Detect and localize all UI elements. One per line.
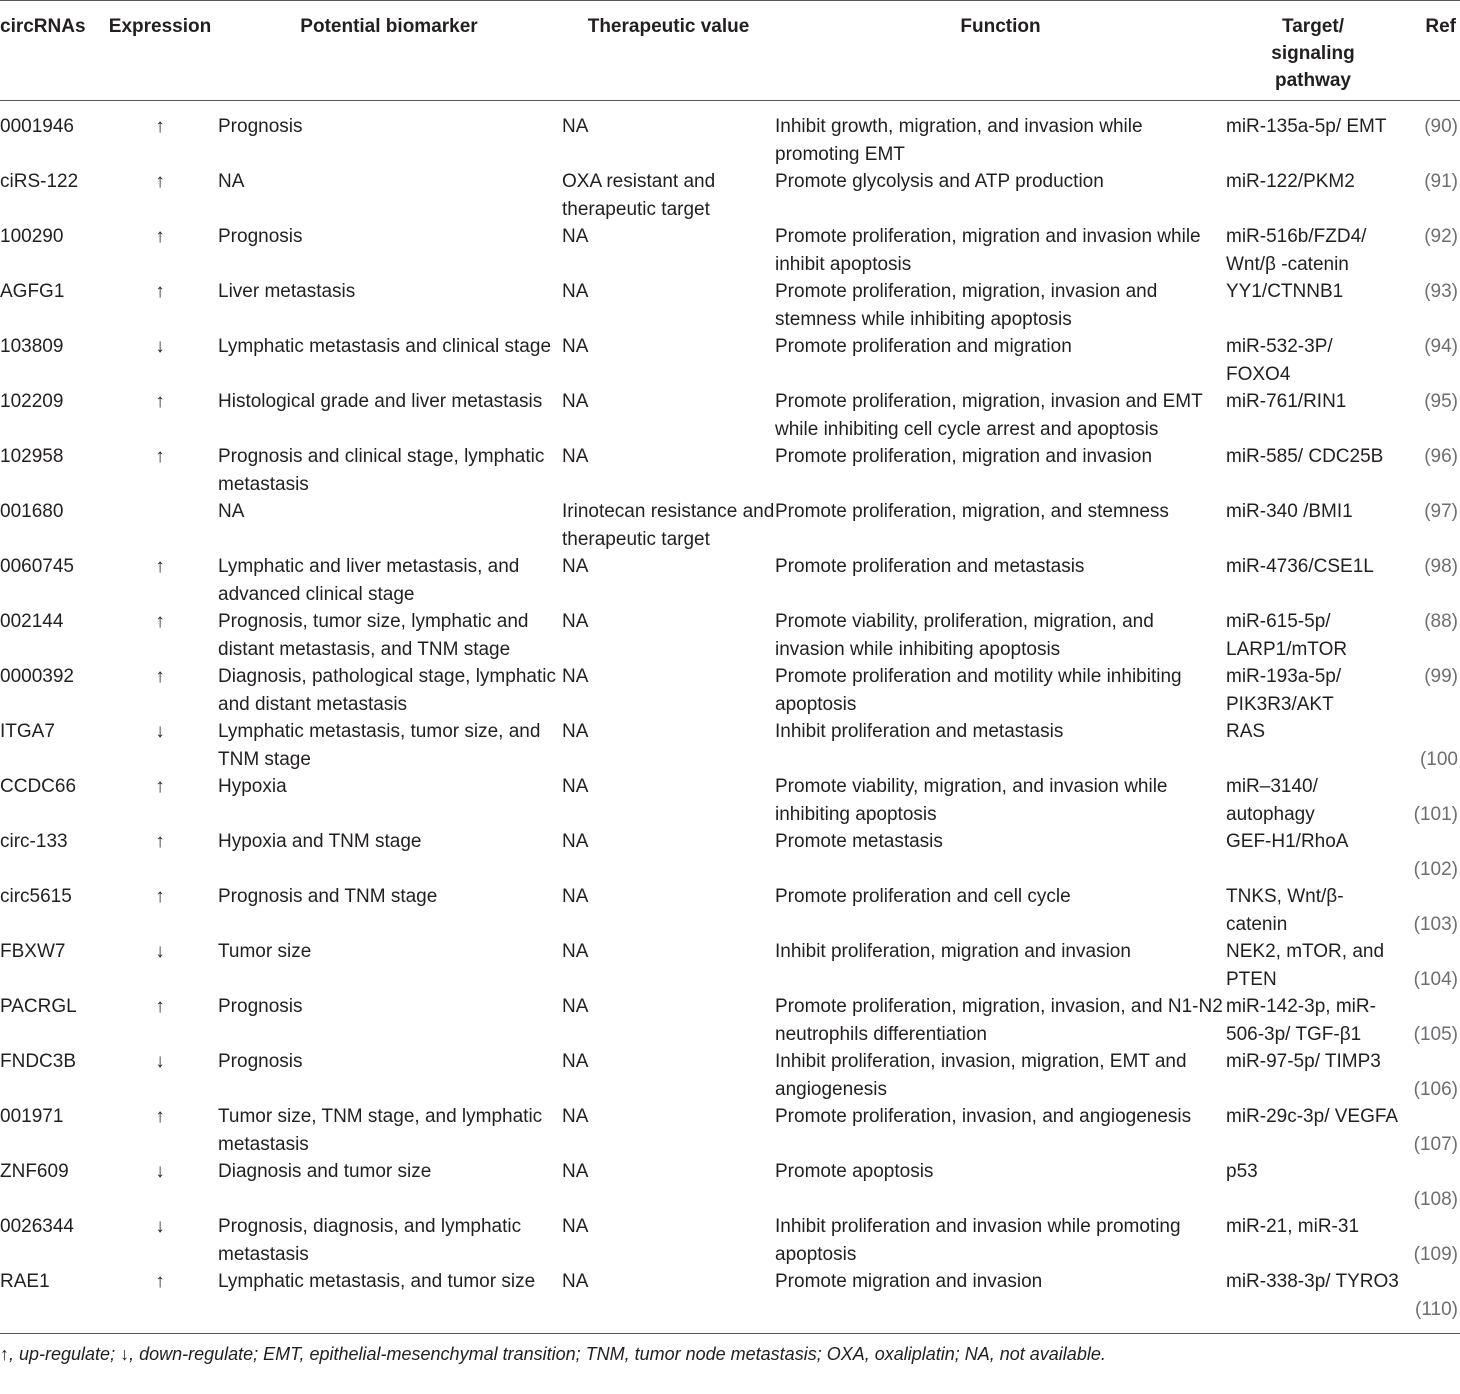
cell-function: Promote proliferation, migration, invasion, and N1-N2 neutrophils differentiation — [775, 996, 1223, 1045]
cell-biomarker: NA — [218, 171, 245, 192]
cell-circrna: ZNF609 — [0, 1161, 69, 1182]
cell-biomarker: Prognosis — [218, 996, 303, 1017]
cell-biomarker: Histological grade and liver metastasis — [218, 391, 543, 412]
cell-function: Promote proliferation and metastasis — [775, 556, 1085, 577]
table-row — [0, 278, 1460, 333]
table-body — [0, 101, 1460, 1334]
cell-target: miR-21, miR-31 — [1226, 1216, 1360, 1237]
cell-ref: (109) — [1413, 1243, 1458, 1265]
cell-circrna: FNDC3B — [0, 1051, 77, 1072]
table-row — [0, 1103, 1460, 1158]
cell-therapeutic: NA — [562, 1051, 589, 1072]
col-header-therapeutic-value: Therapeutic value — [562, 1, 775, 101]
cell-target: miR-142-3p, miR-506-3p/ TGF-β1 — [1226, 996, 1376, 1045]
cell-function: Promote proliferation, migration, and stemness — [775, 501, 1169, 522]
cell-expression: ↓ — [155, 941, 165, 962]
cell-target: NEK2, mTOR, and PTEN — [1226, 941, 1385, 990]
cell-ref: (88) — [1424, 611, 1458, 632]
cell-expression — [104, 498, 216, 553]
cell-circrna: PACRGL — [0, 996, 77, 1017]
cell-ref: (107) — [1413, 1133, 1458, 1155]
cell-therapeutic: NA — [562, 226, 589, 247]
cell-biomarker: Tumor size — [218, 941, 312, 962]
table-row — [0, 553, 1460, 608]
cell-expression: ↑ — [155, 116, 165, 137]
cell-circrna: ciRS-122 — [0, 171, 79, 192]
cell-function: Inhibit growth, migration, and invasion while promoting EMT — [775, 116, 1143, 165]
cell-therapeutic: NA — [562, 831, 589, 852]
cell-target: miR-532-3P/ FOXO4 — [1226, 336, 1333, 385]
cell-target: miR-340 /BMI1 — [1226, 501, 1353, 522]
cell-function: Promote glycolysis and ATP production — [775, 171, 1104, 192]
cell-ref: (101) — [1413, 803, 1458, 825]
cell-ref: (106) — [1413, 1078, 1458, 1100]
cell-biomarker: NA — [218, 501, 245, 522]
cell-ref: (104) — [1413, 968, 1458, 990]
cell-function: Promote apoptosis — [775, 1161, 934, 1182]
table-header — [0, 1, 1460, 101]
cell-expression: ↑ — [155, 446, 165, 467]
cell-function: Promote proliferation, migration, invasion and EMT while inhibiting cell cycle arrest and apoptosis — [775, 391, 1203, 440]
cell-biomarker: Lymphatic and liver metastasis, and advanced clinical stage — [218, 556, 520, 605]
cell-function: Inhibit proliferation and invasion while promoting apoptosis — [775, 1216, 1181, 1265]
cell-expression: ↓ — [155, 721, 165, 742]
cell-biomarker: Prognosis — [218, 116, 303, 137]
cell-expression: ↑ — [155, 996, 165, 1017]
cell-circrna: 0060745 — [0, 556, 74, 577]
cell-function: Promote proliferation and cell cycle — [775, 886, 1071, 907]
cell-therapeutic: NA — [562, 1216, 589, 1237]
cell-function: Inhibit proliferation, migration and invasion — [775, 941, 1131, 962]
cell-function: Promote migration and invasion — [775, 1271, 1043, 1292]
cell-target: miR-29c-3p/ VEGFA — [1226, 1106, 1399, 1127]
cell-ref: (98) — [1424, 556, 1458, 577]
cell-function: Promote metastasis — [775, 831, 943, 852]
col-header-function: Function — [775, 1, 1226, 101]
cell-expression: ↑ — [155, 666, 165, 687]
cell-expression: ↑ — [155, 886, 165, 907]
cell-target: miR-97-5p/ TIMP3 — [1226, 1051, 1381, 1072]
cell-therapeutic: NA — [562, 996, 589, 1017]
cell-biomarker: Diagnosis and tumor size — [218, 1161, 432, 1182]
cell-circrna: CCDC66 — [0, 776, 77, 797]
cell-circrna: 002144 — [0, 611, 64, 632]
col-header-target: Target/ signaling pathway — [1226, 1, 1400, 101]
cell-target: p53 — [1226, 1161, 1258, 1182]
cell-biomarker: Lymphatic metastasis, and tumor size — [218, 1271, 536, 1292]
cell-function: Promote proliferation, invasion, and angiogenesis — [775, 1106, 1192, 1127]
cell-therapeutic: NA — [562, 776, 589, 797]
table-row — [0, 1158, 1460, 1213]
cell-therapeutic: NA — [562, 281, 589, 302]
cell-therapeutic: NA — [562, 1271, 589, 1292]
cell-circrna: 102209 — [0, 391, 64, 412]
cell-ref: (96) — [1424, 446, 1458, 467]
cell-expression: ↑ — [155, 1271, 165, 1292]
cell-circrna: ITGA7 — [0, 721, 55, 742]
cell-therapeutic: Irinotecan resistance and therapeutic target — [562, 501, 775, 550]
table-row — [0, 993, 1460, 1048]
cell-target: miR-135a-5p/ EMT — [1226, 116, 1387, 137]
cell-circrna: circ-133 — [0, 831, 68, 852]
table-row — [0, 718, 1460, 773]
cell-target: miR-516b/FZD4/ Wnt/β -catenin — [1226, 226, 1367, 275]
cell-circrna: RAE1 — [0, 1271, 50, 1292]
cell-ref: (93) — [1424, 281, 1458, 302]
table-row — [0, 168, 1460, 223]
table-row — [0, 883, 1460, 938]
cell-circrna: 0000392 — [0, 666, 74, 687]
cell-function: Promote proliferation, migration, invasion and stemness while inhibiting apoptosis — [775, 281, 1158, 330]
cell-ref: (99) — [1424, 666, 1458, 687]
cell-target: TNKS, Wnt/β- catenin — [1226, 886, 1344, 935]
cell-ref: (97) — [1424, 501, 1458, 522]
cell-biomarker: Prognosis — [218, 226, 303, 247]
table-row — [0, 1048, 1460, 1103]
cell-expression: ↓ — [155, 1051, 165, 1072]
cell-function: Inhibit proliferation, invasion, migration, EMT and angiogenesis — [775, 1051, 1187, 1100]
cell-expression: ↑ — [155, 391, 165, 412]
cell-target: miR-338-3p/ TYRO3 — [1226, 1271, 1399, 1292]
cell-function: Promote proliferation and migration — [775, 336, 1072, 357]
cell-biomarker: Diagnosis, pathological stage, lymphatic and distant metastasis — [218, 666, 556, 715]
cell-ref: (103) — [1413, 913, 1458, 935]
cell-therapeutic: NA — [562, 941, 589, 962]
table-row — [0, 388, 1460, 443]
cell-ref: (108) — [1413, 1188, 1458, 1210]
table-row — [0, 223, 1460, 278]
table-row — [0, 773, 1460, 828]
cell-biomarker: Liver metastasis — [218, 281, 356, 302]
cell-function: Promote proliferation and motility while inhibiting apoptosis — [775, 666, 1182, 715]
cell-biomarker: Prognosis — [218, 1051, 303, 1072]
table-row — [0, 938, 1460, 993]
cell-ref: (102) — [1413, 858, 1458, 880]
cell-biomarker: Hypoxia and TNM stage — [218, 831, 422, 852]
cell-therapeutic: NA — [562, 666, 589, 687]
cell-therapeutic: NA — [562, 336, 589, 357]
cell-circrna: 0026344 — [0, 1216, 74, 1237]
cell-circrna: AGFG1 — [0, 281, 65, 302]
cell-expression: ↓ — [155, 336, 165, 357]
table-row — [0, 101, 1460, 169]
cell-function: Promote proliferation, migration and invasion while inhibit apoptosis — [775, 226, 1201, 275]
cell-target: RAS — [1226, 721, 1266, 742]
cell-circrna: 102958 — [0, 446, 64, 467]
cell-target: GEF-H1/RhoA — [1226, 831, 1349, 852]
cell-therapeutic: NA — [562, 886, 589, 907]
cell-ref: (94) — [1424, 336, 1458, 357]
cell-expression: ↑ — [155, 776, 165, 797]
cell-circrna: 001971 — [0, 1106, 64, 1127]
cell-ref: (92) — [1424, 226, 1458, 247]
cell-therapeutic: NA — [562, 391, 589, 412]
cell-expression: ↓ — [155, 1161, 165, 1182]
table-row — [0, 608, 1460, 663]
cell-target: miR-761/RIN1 — [1226, 391, 1347, 412]
cell-circrna: 103809 — [0, 336, 64, 357]
cell-therapeutic: NA — [562, 721, 589, 742]
cell-target: miR-193a-5p/ PIK3R3/AKT — [1226, 666, 1342, 715]
cell-ref: (100 — [1419, 748, 1458, 770]
table-row — [0, 333, 1460, 388]
cell-ref: (95) — [1424, 391, 1458, 412]
cell-therapeutic: NA — [562, 556, 589, 577]
cell-circrna: FBXW7 — [0, 941, 66, 962]
cell-expression: ↑ — [155, 831, 165, 852]
table-row — [0, 1213, 1460, 1268]
cell-expression: ↑ — [155, 226, 165, 247]
table-row — [0, 1268, 1460, 1333]
cell-function: Promote proliferation, migration and invasion — [775, 446, 1153, 467]
col-header-expression: Expression — [104, 1, 216, 101]
cell-biomarker: Prognosis and TNM stage — [218, 886, 438, 907]
cell-expression: ↑ — [155, 556, 165, 577]
cell-therapeutic: NA — [562, 116, 589, 137]
cell-biomarker: Lymphatic metastasis and clinical stage — [218, 336, 552, 357]
cell-therapeutic: NA — [562, 446, 589, 467]
cell-function: Inhibit proliferation and metastasis — [775, 721, 1064, 742]
cell-target: miR-615-5p/ LARP1/mTOR — [1226, 611, 1348, 660]
cell-therapeutic: NA — [562, 1161, 589, 1182]
col-header-circrnas: circRNAs — [0, 1, 104, 101]
col-header-potential-biomarker: Potential biomarker — [216, 1, 562, 101]
cell-function: Promote viability, migration, and invasion while inhibiting apoptosis — [775, 776, 1168, 825]
cell-expression: ↑ — [155, 611, 165, 632]
cell-circrna: 001680 — [0, 501, 64, 522]
cell-therapeutic: OXA resistant and therapeutic target — [562, 171, 716, 220]
table-row — [0, 663, 1460, 718]
cell-circrna: circ5615 — [0, 886, 72, 907]
table-row — [0, 443, 1460, 498]
col-header-ref: Ref — [1400, 1, 1460, 101]
cell-target: miR-4736/CSE1L — [1226, 556, 1374, 577]
cell-expression: ↑ — [155, 281, 165, 302]
cell-biomarker: Lymphatic metastasis, tumor size, and TNM stage — [218, 721, 541, 770]
cell-ref: (90) — [1424, 116, 1458, 137]
cell-target: miR–3140/ autophagy — [1226, 776, 1318, 825]
table-row — [0, 498, 1460, 553]
cell-ref: (105) — [1413, 1023, 1458, 1045]
cell-therapeutic: NA — [562, 1106, 589, 1127]
cell-biomarker: Hypoxia — [218, 776, 287, 797]
cell-target: YY1/CTNNB1 — [1226, 281, 1344, 302]
table-footnote: ↑, up-regulate; ↓, down-regulate; EMT, epithelial-mesenchymal transition; TNM, tumor node metastasis; OXA, oxaliplatin; NA, not available. — [0, 1344, 1106, 1364]
cell-function: Promote viability, proliferation, migration, and invasion while inhibiting apoptosis — [775, 611, 1154, 660]
cell-expression: ↑ — [155, 171, 165, 192]
cell-circrna: 100290 — [0, 226, 64, 247]
cell-target: miR-122/PKM2 — [1226, 171, 1355, 192]
cell-circrna: 0001946 — [0, 116, 74, 137]
cell-expression: ↓ — [155, 1216, 165, 1237]
cell-therapeutic: NA — [562, 611, 589, 632]
cell-biomarker: Prognosis, diagnosis, and lymphatic metastasis — [218, 1216, 522, 1265]
cell-biomarker: Prognosis and clinical stage, lymphatic metastasis — [218, 446, 545, 495]
cell-target: miR-585/ CDC25B — [1226, 446, 1384, 467]
cell-ref: (110) — [1415, 1298, 1458, 1320]
table-row — [0, 828, 1460, 883]
cell-biomarker: Prognosis, tumor size, lymphatic and distant metastasis, and TNM stage — [218, 611, 529, 660]
cell-biomarker: Tumor size, TNM stage, and lymphatic metastasis — [218, 1106, 543, 1155]
cell-expression: ↑ — [155, 1106, 165, 1127]
cell-ref: (91) — [1424, 171, 1458, 192]
